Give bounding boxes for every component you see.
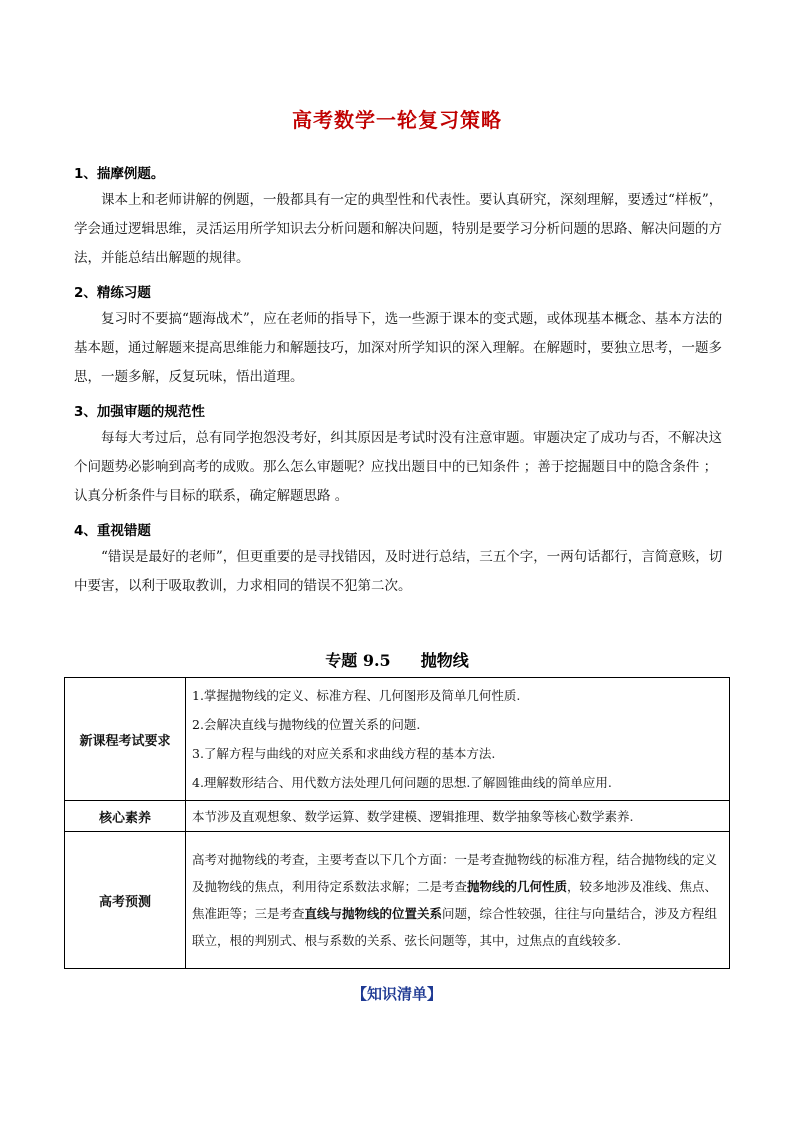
table-row	[65, 832, 730, 969]
section-heading-1: 1、揣摩例题。	[74, 166, 165, 182]
requirements-cell	[186, 678, 730, 801]
section-body-3: 每每大考过后，总有同学抱怨没考好，纠其原因是考试时没有注意审题。审题决定了成功与否，不解决这个问题势必影响到高考的成败。那么怎么审题呢？应找出题目中的已知条件 ；善于挖掘题目中的隐含条件 ；认真分析条件与目标的联系，确定解题思路 。	[74, 430, 722, 504]
section-body-4: “错误是最好的老师”，但更重要的是寻找错因，及时进行总结，三五个字，一两句话都行，言简意赅，切中要害，以利于吸取教训，力求相同的错误不犯第二次。	[74, 549, 723, 594]
table-row	[65, 678, 730, 801]
row-label-requirements: 新课程考试要求	[65, 678, 186, 801]
forecast-emphasis-1: 抛物线的几何性质	[467, 879, 568, 894]
row-label-forecast: 高考预测	[65, 832, 186, 969]
requirement-item-4: 4.理解数形结合、用代数方法处理几何问题的思想.了解圆锥曲线的简单应用.	[192, 775, 612, 790]
section-body-2: 复习时不要搞“题海战术”，应在老师的指导下，选一些源于课本的变式题，或体现基本概念、基本方法的基本题，通过解题来提高思维能力和解题技巧，加深对所学知识的深入理解。在解题时，要独立思考，一题多思，一题多解，反复玩味，悟出道理。	[74, 311, 723, 385]
forecast-text-2: ，较多地涉及准线、焦点、焦准距等；三是考查	[192, 879, 718, 921]
forecast-emphasis-2: 直线与抛物线的位置关系	[304, 906, 443, 921]
section-body-1: 课本上和老师讲解的例题，一般都具有一定的典型性和代表性。要认真研究，深刻理解，要透过“样板”，学会通过逻辑思维，灵活运用所学知识去分析问题和解决问题，特别是要学习分析问题的思路、解决问题的方法，并能总结出解题的规律。	[74, 192, 723, 266]
page-title: 高考数学一轮复习策略	[292, 108, 502, 132]
section-heading-3: 3、加强审题的规范性	[74, 404, 205, 420]
requirements-table	[64, 677, 730, 969]
requirement-item-1: 1.掌握抛物线的定义、标准方程、几何图形及简单几何性质.	[192, 688, 521, 703]
section-heading-2: 2、精练习题	[74, 285, 151, 301]
forecast-cell	[186, 832, 730, 969]
row-label-core: 核心素养	[65, 801, 186, 832]
requirement-item-2: 2.会解决直线与抛物线的位置关系的问题.	[192, 717, 421, 732]
knowledge-list-heading: 【知识清单】	[351, 985, 442, 1003]
requirement-item-3: 3.了解方程与曲线的对应关系和求曲线方程的基本方法.	[192, 746, 496, 761]
section-heading-4: 4、重视错题	[74, 523, 151, 539]
topic-name: 抛物线	[420, 651, 469, 670]
topic-number: 专题 9.5	[325, 651, 391, 670]
core-cell: 本节涉及直观想象、数学运算、数学建模、逻辑推理、数学抽象等核心数学素养.	[186, 801, 730, 832]
forecast-text-3: 问题，综合性较强，往往与向量结合，涉及方程组联立，根的判别式、根与系数的关系、弦长问题等，其中，过焦点的直线较多.	[192, 906, 718, 948]
topic-title	[0, 648, 794, 671]
forecast-text-1: 高考对抛物线的考查，主要考查以下几个方面：一是考查抛物线的标准方程，结合抛物线的定义及抛物线的焦点，利用待定系数法求解；二是考查	[192, 852, 718, 894]
table-row	[65, 801, 730, 832]
